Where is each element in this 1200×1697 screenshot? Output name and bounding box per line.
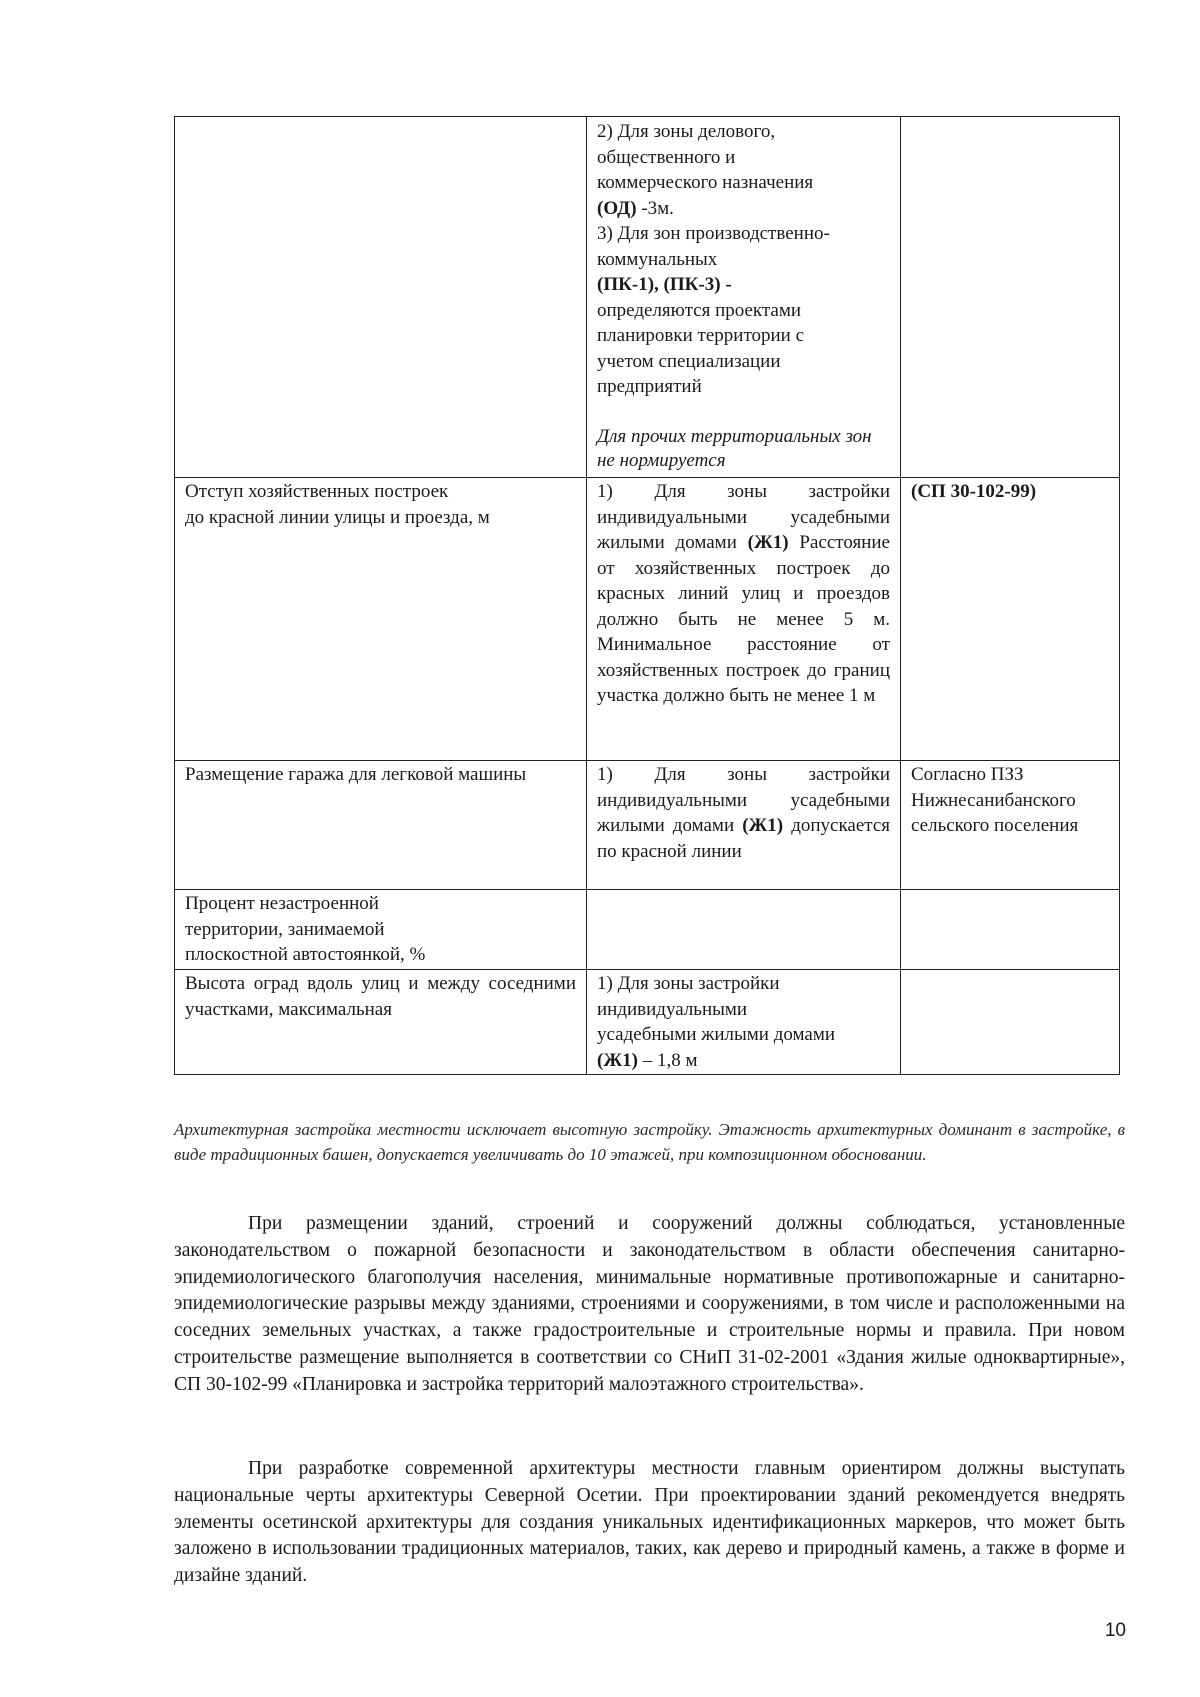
- zone-pk-line-6: предприятий: [597, 376, 702, 397]
- paragraph-placement-rules: При размещении зданий, строений и сооружений должны соблюдаться, установленные законодательством о пожарной безопасности и законодательством в области обеспечения санитарно-эпидемиологического благополучия населения, минимальные нормативные противопожарные и санитарно-эпидемиологические разрывы между зданиями, строениями и сооружениями, в том числе и расположенными на соседних земельных участках, а также градостроительные и строительные нормы и правила. При новом строительстве размещение выполняется в соответствии со СНиП 31-02-2001 «Здания жилые одноквартирные», СП 30-102-99 «Планировка и застройка территорий малоэтажного строительства».: [174, 1213, 1125, 1395]
- fence-height-reference: [901, 970, 1120, 1075]
- outbuilding-setback-line-1: Отступ хозяйственных построек: [185, 481, 449, 502]
- outbuilding-setback-label: [175, 478, 587, 761]
- outbuilding-setback-value: 1) Для зоны застройки индивидуальными усадебными жилыми домами (Ж1) Расстояние от хозяйственных построек до красных линий улиц и проездов должно быть не менее 5 м. Минимальное расстояние от хозяйственных построек до границ участка должно быть не менее 1 м: [587, 478, 901, 761]
- zone-zh1-code: (Ж1): [742, 815, 784, 836]
- page-number: 10: [1104, 1620, 1126, 1641]
- architecture-note: Архитектурная застройка местности исключает высотную застройку. Этажность архитектурных доминант в застройке, в виде традиционных башен, допускается увеличивать до 10 этажей, при композиционном обосновании.: [174, 1120, 1125, 1164]
- garage-placement-value: 1) Для зоны застройки индивидуальными усадебными жилыми домами (Ж1) допускается по красной линии: [587, 761, 901, 890]
- outbuilding-setback-line-2: до красной линии улицы и проезда, м: [185, 506, 490, 528]
- unbuilt-area-line-2: территории, занимаемой: [185, 918, 385, 940]
- garage-placement-label: Размещение гаража для легковой машины: [175, 761, 587, 890]
- zone-pk-codes: (ПК-1), (ПК-3) -: [597, 274, 732, 295]
- table-cell-empty: [901, 117, 1120, 478]
- zone-pk-line-1: 3) Для зон производственно-: [597, 223, 830, 244]
- regulations-table: [174, 116, 1120, 1075]
- zone-od-value: [597, 196, 890, 222]
- zone-zh1-code: (Ж1): [597, 1049, 638, 1071]
- other-zones-note: Для прочих территориальных зон не нормируется: [597, 425, 872, 471]
- table-row: [175, 761, 1120, 890]
- zone-zh1-code: (Ж1): [747, 532, 789, 553]
- zone-od-line-3: коммерческого назначения: [597, 172, 814, 193]
- table-row: [175, 890, 1120, 970]
- setback-zones-cell: [587, 117, 901, 478]
- zone-od-distance: -3м.: [636, 197, 674, 219]
- zone-pk-line-2: коммунальных: [597, 248, 718, 270]
- spacer: [597, 400, 890, 425]
- table-row: [175, 117, 1120, 478]
- fence-height-label: Высота оград вдоль улиц и между соседними участками, максимальная: [175, 970, 587, 1075]
- table-cell-empty: [175, 117, 587, 478]
- zone-od-line-2: общественного и: [597, 146, 736, 168]
- zone-pk-line-5: учетом специализации: [597, 350, 781, 372]
- outbuilding-setback-reference: (СП 30-102-99): [901, 478, 1120, 761]
- fence-height-value: 1) Для зоны застройки индивидуальными усадебными жилыми домами (Ж1) – 1,8 м: [587, 970, 901, 1075]
- unbuilt-area-line-1: Процент незастроенной: [185, 893, 379, 914]
- unbuilt-area-reference: [901, 890, 1120, 970]
- unbuilt-area-line-3: плоскостной автостоянкой, %: [185, 944, 426, 965]
- zone-pk-line-3: определяются проектами: [597, 299, 802, 321]
- table-row: [175, 970, 1120, 1075]
- garage-placement-reference: Согласно ПЗЗ Нижнесанибанского сельского поселения: [901, 761, 1120, 890]
- paragraph-national-architecture: При разработке современной архитектуры местности главным ориентиром должны выступать национальные черты архитектуры Северной Осетии. При проектировании зданий рекомендуется внедрять элементы осетинской архитектуры для создания уникальных идентификационных маркеров, что может быть заложено в использовании традиционных материалов, таких, как дерево и природный камень, а также в форме и дизайне зданий.: [174, 1458, 1125, 1587]
- unbuilt-area-value: [587, 890, 901, 970]
- table-row: [175, 478, 1120, 761]
- unbuilt-area-label: [175, 890, 587, 970]
- zone-od-line-1: 2) Для зоны делового,: [597, 121, 776, 142]
- zone-pk-line-4: планировки территории с: [597, 325, 805, 346]
- zone-od-code: (ОД): [597, 197, 637, 219]
